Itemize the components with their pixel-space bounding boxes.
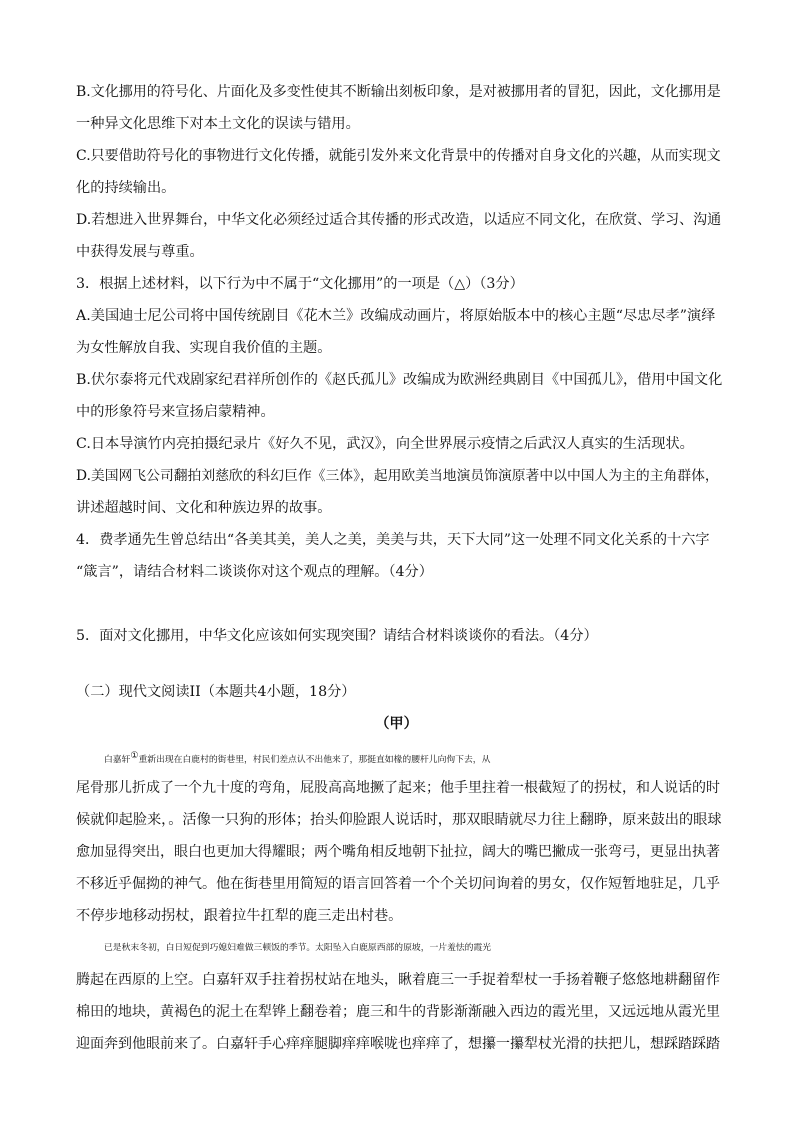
passage-line-1 <box>104 746 754 770</box>
passage-line-1-rest: 重新出现在白鹿村的街巷里，村民们差点认不出他来了，那挺直如椽的腰杆儿向佝下去，从 <box>138 754 491 765</box>
passage-line-1-name: 白嘉轩 <box>104 754 131 765</box>
passage-p2-line-2: 腾起在西原的上空。白嘉轩双手拄着拐杖站在地头，瞅着鹿三一手捉着犁杖一手扬着鞭子悠悠地耕翻留作 <box>76 972 720 988</box>
question-3: 3．根据上述材料，以下行为中不属于“文化挪用”的一项是（△）（3分） <box>76 276 524 292</box>
q3-option-a-line-1: A.美国迪士尼公司将中国传统剧目《花木兰》改编成动画片，将原始版本中的核心主题“尽忠尽孝”演绎 <box>76 308 716 324</box>
option-c-line-1: C.只要借助符号化的事物进行文化传播，就能引发外来文化背景中的传播对自身文化的兴趣，从而实现文 <box>76 148 721 164</box>
question-5: 5．面对文化挪用，中华文化应该如何实现突围？请结合材料谈谈你的看法。（4分） <box>76 628 598 644</box>
passage-title: （甲） <box>375 716 418 732</box>
passage-line-3: 候就仰起脸来，。活像一只狗的形体；抬头仰脸跟人说话时，那双眼睛就尽力往上翻睁，原来鼓出的眼球 <box>76 812 722 828</box>
question-4-line-2: “箴言”，请结合材料二谈谈你对这个观点的理解。（4分） <box>76 564 433 580</box>
q3-option-b-line-2: 中的形象符号来宣扬启蒙精神。 <box>76 404 275 420</box>
option-d-line-1: D.若想进入世界舞台，中华文化必须经过适合其传播的形式改造，以适应不同文化，在欣赏、学习、沟通 <box>76 212 722 228</box>
passage-p2-line-3: 棉田的地块，黄褐色的泥土在犁铧上翻卷着；鹿三和牛的背影渐渐融入西边的霞光里，又远远地从霞光里 <box>76 1004 720 1020</box>
question-4-line-1: 4．费孝通先生曾总结出“各美其美，美人之美，美美与共，天下大同”这一处理不同文化关系的十六字 <box>76 532 710 548</box>
q3-option-d-line-1: D.美国网飞公司翻拍刘慈欣的科幻巨作《三体》，起用欧美当地演员饰演原著中以中国人为主的主角群体， <box>76 468 719 484</box>
option-d-line-2: 中获得发展与尊重。 <box>76 244 204 260</box>
option-c-line-2: 化的持续输出。 <box>76 180 176 196</box>
q3-option-a-line-2: 为女性解放自我、实现自我价值的主题。 <box>76 340 332 356</box>
passage-p2-line-1: 已是秋末冬初，白日短促到巧媳妇难做三顿饭的季节。太阳坠入白鹿原西部的原坡，一片羞怯的霞光 <box>104 943 492 953</box>
passage-line-6: 不停步地移动拐杖，跟着拉牛扛犁的鹿三走出村巷。 <box>76 908 403 924</box>
section-heading: （二）现代文阅读II（本题共4小题，18分） <box>76 684 356 700</box>
passage-line-5: 不移近乎倔拗的神气。他在街巷里用简短的语言回答着一个个关切问询着的男女，仅作短暂地驻足，几乎 <box>76 876 720 892</box>
option-b-line-1: B.文化挪用的符号化、片面化及多变性使其不断输出刻板印象，是对被挪用者的冒犯，因此，文化挪用是 <box>76 84 721 100</box>
passage-p2-line-4: 迎面奔到他眼前来了。白嘉轩手心痒痒腿脚痒痒喉咙也痒痒了，想攥一攥犁杖光滑的扶把儿，想踩踏踩踏 <box>76 1036 720 1052</box>
q3-option-b-line-1: B.伏尔泰将元代戏剧家纪君祥所创作的《赵氏孤儿》改编成为欧洲经典剧目《中国孤儿》，借用中国文化 <box>76 372 723 388</box>
footnote-marker: ① <box>130 751 139 761</box>
q3-option-d-line-2: 讲述超越时间、文化和种族边界的故事。 <box>76 500 332 516</box>
q3-option-c: C.日本导演竹内亮拍摄纪录片《好久不见，武汉》，向全世界展示疫情之后武汉人真实的生活现状。 <box>76 436 694 452</box>
option-b-line-2: 一种异文化思维下对本土文化的误读与错用。 <box>76 116 360 132</box>
passage-line-2: 尾骨那儿折成了一个九十度的弯角，屁股高高地撅了起来；他手里拄着一根截短了的拐杖，和人说话的时 <box>76 780 720 796</box>
passage-line-4: 愈加显得突出，眼白也更加大得耀眼；两个嘴角相反地朝下扯拉，阔大的嘴巴撇成一张弯弓，更显出执著 <box>76 844 720 860</box>
